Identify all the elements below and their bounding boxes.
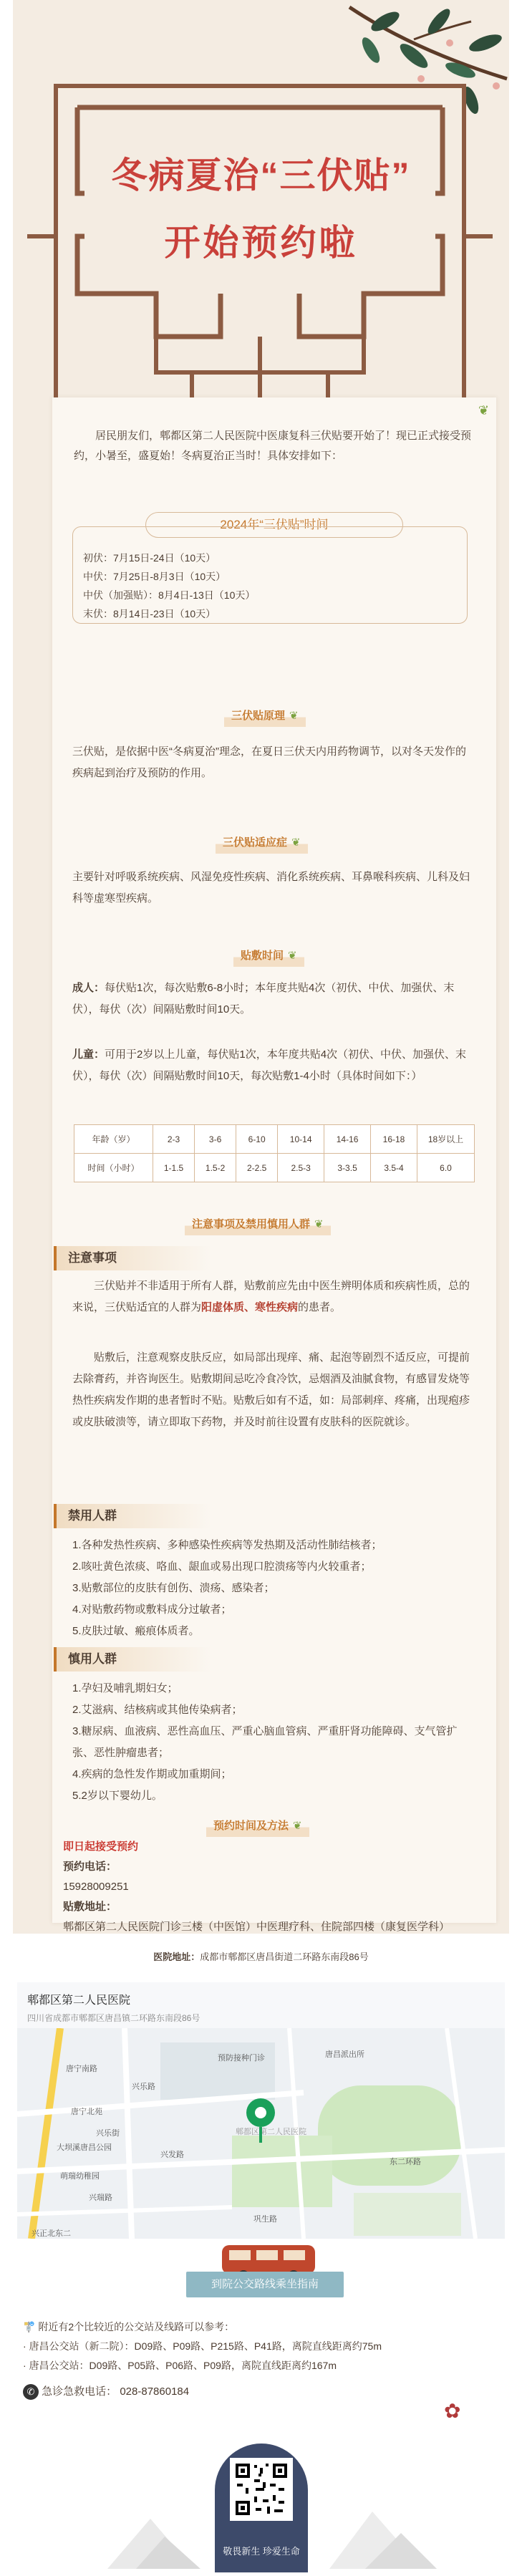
map-label: 唐宁北苑 [71, 2108, 102, 2116]
list-item: 5.皮肤过敏、瘢痕体质者。 [72, 1625, 200, 1637]
cautious-heading: 慎用人群 [54, 1647, 211, 1671]
section-time-heading [233, 945, 304, 967]
reserve-block [63, 1837, 464, 1937]
age-time-table [74, 1124, 475, 1182]
map-header [17, 1982, 505, 2028]
leaf-icon: ❦ [289, 710, 299, 722]
map-label: 郫都区第二人民医院 [236, 2128, 306, 2136]
reserve-addr-label: 贴敷地址： [63, 1901, 117, 1913]
leaf-corner-icon: ❦ [478, 403, 489, 418]
table-cell: 2.5-3 [278, 1154, 324, 1182]
table-cell: 2-3 [153, 1125, 195, 1154]
indications-paragraph: 主要针对呼吸系统疾病、风湿免疫性疾病、消化系统疾病、耳鼻喉科疾病、儿科及妇科等虚寒型疾病。 [72, 871, 470, 905]
section-reserve-title: 预约时间及方法 [213, 1820, 289, 1832]
list-item: 4.疾病的急性发作期或加重期间； [72, 1768, 232, 1780]
section-principle-heading [224, 705, 306, 727]
table-row [74, 1154, 475, 1182]
section-principle-title: 三伏贴原理 [231, 710, 286, 722]
child-label: 儿童： [72, 1048, 105, 1061]
table-cell: 3-3.5 [324, 1154, 371, 1182]
qr-code-card [215, 2444, 308, 2572]
intro-paragraph: 居民朋友们，郫都区第二人民医院中医康复科三伏贴要开始了！现已正式接受预约，小暑至，盛夏始！冬病夏治正当时！具体安排如下： [74, 430, 472, 462]
leaf-icon: ❦ [314, 1218, 324, 1230]
section-indications-title: 三伏贴适应症 [223, 836, 288, 849]
table-cell: 16-18 [371, 1125, 417, 1154]
hero-title [13, 147, 509, 266]
map-label: 萌瑞幼稚园 [60, 2172, 100, 2181]
list-item: 4.对贴敷药物或敷料成分过敏者； [72, 1603, 232, 1616]
map-label: 大坝溪唐昌公园 [57, 2143, 112, 2152]
list-item: 2.咳吐黄色浓痰、咯血、龈血或易出现口腔溃疡等内火较重者； [72, 1560, 372, 1573]
bus-guide-banner: 到院公交路线乘坐指南 [186, 2272, 344, 2297]
map-label: 巩生路 [253, 2215, 277, 2224]
transit-intro [23, 2317, 496, 2337]
table-cell: 6-10 [236, 1125, 278, 1154]
map-label: 唐昌派出所 [325, 2050, 364, 2059]
forbidden-heading: 禁用人群 [54, 1504, 211, 1528]
map-label: 兴正北东二 [32, 2229, 71, 2238]
map-label: 预防接种门诊 [218, 2054, 265, 2063]
adult-label: 成人： [72, 982, 105, 994]
schedule-box [72, 526, 468, 624]
table-cell: 1.5-2 [195, 1154, 236, 1182]
section-time-title: 贴敷时间 [241, 950, 284, 962]
map-card[interactable] [17, 1982, 505, 2239]
plum-blossom-icon: ✿ [444, 2400, 461, 2422]
emergency-phone[interactable] [23, 2383, 189, 2400]
reserve-start: 即日起接受预约 [63, 1841, 139, 1853]
table-cell: 14-16 [324, 1125, 371, 1154]
precautions-text-a: 三伏贴并不非适用于所有人群，贴敷前应先由中医生辨明体质和疾病性质，总的来说，三伏贴适宜的人群为 [72, 1280, 470, 1313]
map-label: 兴乐路 [132, 2083, 155, 2091]
transit-line: · 唐昌公交站：D09路、P05路、P06路、P09路，离院直线距离约167m [23, 2360, 337, 2371]
table-cell: 1-1.5 [153, 1154, 195, 1182]
map-place-address: 四川省成都市郫都区唐昌镇二环路东南段86号 [27, 2013, 200, 2023]
section-indications-heading [216, 832, 308, 854]
precautions-heading: 注意事项 [54, 1246, 211, 1270]
principle-paragraph: 三伏贴，是依据中医“冬病夏治”理念，在夏日三伏天内用药物调节，以对冬天发作的疾病起到治疗及预防的作用。 [72, 746, 466, 779]
list-item: 5.2岁以下婴幼儿。 [72, 1790, 163, 1802]
footer-slogan: 敬畏新生 珍爱生命 [223, 2546, 300, 2557]
emergency-phone-text: 急诊急救电话： 028-87860184 [42, 2386, 190, 2398]
leaf-icon: ❦ [288, 950, 297, 962]
reserve-addr: 郫都区第二人民医院门诊三楼（中医馆）中医理疗科、住院部四楼（康复医学科） [63, 1921, 450, 1933]
forbidden-list [72, 1535, 473, 1642]
table-cell: 2-2.5 [236, 1154, 278, 1182]
map-label: 兴瑞路 [89, 2194, 112, 2202]
table-row [74, 1125, 475, 1154]
table-cell: 时间（小时） [74, 1154, 153, 1182]
leaf-icon: ❦ [291, 836, 301, 849]
reserve-phone[interactable]: 15928009251 [63, 1881, 129, 1893]
table-cell: 年龄（岁） [74, 1125, 153, 1154]
transit-info [23, 2317, 496, 2375]
qr-code-icon [230, 2458, 293, 2521]
map-canvas[interactable] [17, 2028, 505, 2239]
map-label: 唐宁南路 [66, 2065, 97, 2073]
bus-stop-icon: 🚏 [23, 2321, 36, 2333]
phone-icon: ✆ [23, 2384, 39, 2400]
map-place-name: 郫都区第二人民医院 [27, 1994, 131, 2007]
hero-title-line2: 开始预约啦 [164, 223, 358, 263]
cautious-list [72, 1678, 473, 1807]
table-cell: 3.5-4 [371, 1154, 417, 1182]
child-text: 可用于2岁以上儿童，每伏贴1次，本年度共贴4次（初伏、中伏、加强伏、末伏），每伏（次）间隔贴敷时间10天，每次贴敷1-4小时（具体时间如下：） [72, 1048, 467, 1082]
list-item: 3.贴敷部位的皮肤有创伤、溃疡、感染者； [72, 1582, 275, 1594]
child-paragraph [72, 1044, 473, 1087]
map-label: 兴发路 [160, 2151, 184, 2159]
adult-text: 每伏贴1次，每次贴敷6-8小时；本年度共贴4次（初伏、中伏、加强伏、末伏），每伏（次）间隔贴敷时间10天。 [72, 982, 455, 1016]
schedule-item: 中伏（加强贴）：8月4日-13日（10天） [83, 589, 256, 601]
section-reserve-heading [206, 1815, 309, 1837]
list-item: 2.艾滋病、结核病或其他传染病者； [72, 1704, 243, 1716]
precautions-text-c: 的患者。 [298, 1301, 342, 1313]
hero-title-line1: 冬病夏治“三伏贴” [111, 155, 411, 196]
table-cell: 10-14 [278, 1125, 324, 1154]
hospital-address-label: 医院地址： [153, 1952, 200, 1962]
hospital-address [0, 1949, 522, 1963]
section-notes-title: 注意事项及禁用慎用人群 [192, 1218, 311, 1230]
list-item: 1.孕妇及哺乳期妇女； [72, 1682, 178, 1694]
map-label: 东二环路 [390, 2158, 421, 2166]
precautions-highlight: 阳虚体质、寒性疾病 [201, 1301, 299, 1313]
precautions-paragraph-2: 贴敷后，注意观察皮肤反应，如局部出现痒、痛、起泡等剧烈不适反应，可提前去除膏药，并咨询医生。贴敷期间忌吃冷食冷饮，忌烟酒及油腻食物，有感冒发烧等热性疾病发作期的患者暂时不贴。贴敷后如有不适，如：局部刺痒、疼痛，出现疱疹或皮肤破溃等，请立即取下药物，并及时前往设置有皮肤科的医院就诊。 [72, 1351, 470, 1428]
precautions-paragraph-1 [72, 1275, 473, 1318]
schedule-item: 中伏：7月25日-8月3日（10天） [83, 571, 226, 582]
section-notes-heading [185, 1214, 331, 1235]
list-item: 3.糖尿病、血液病、恶性高血压、严重心脑血管病、严重肝肾功能障碍、支气管扩张、恶性肿瘤患者； [72, 1725, 458, 1759]
map-label: 兴乐街 [96, 2129, 120, 2138]
list-item: 1.各种发热性疾病、多种感染性疾病等发热期及活动性肺结核者； [72, 1539, 382, 1551]
table-cell: 18岁以上 [417, 1125, 475, 1154]
leaf-icon: ❦ [293, 1820, 302, 1832]
table-cell: 3-6 [195, 1125, 236, 1154]
article-background [13, 0, 509, 1934]
reserve-phone-label: 预约电话： [63, 1861, 117, 1873]
transit-intro-text: 附近有2个比较近的公交站及线路可以参考： [38, 2321, 235, 2333]
transit-line: · 唐昌公交站（新二院）：D09路、P09路、P215路、P41路，离院直线距离约75m [23, 2340, 382, 2352]
schedule-item: 初伏：7月15日-24日（10天） [83, 552, 216, 564]
schedule-title: 2024年“三伏贴”时间 [145, 512, 403, 538]
content-card [52, 397, 496, 1923]
table-cell: 6.0 [417, 1154, 475, 1182]
hospital-address-text: 成都市郫都区唐昌街道二环路东南段86号 [200, 1952, 369, 1962]
schedule-item: 末伏：8月14日-23日（10天） [83, 608, 216, 619]
adult-paragraph [72, 978, 473, 1021]
